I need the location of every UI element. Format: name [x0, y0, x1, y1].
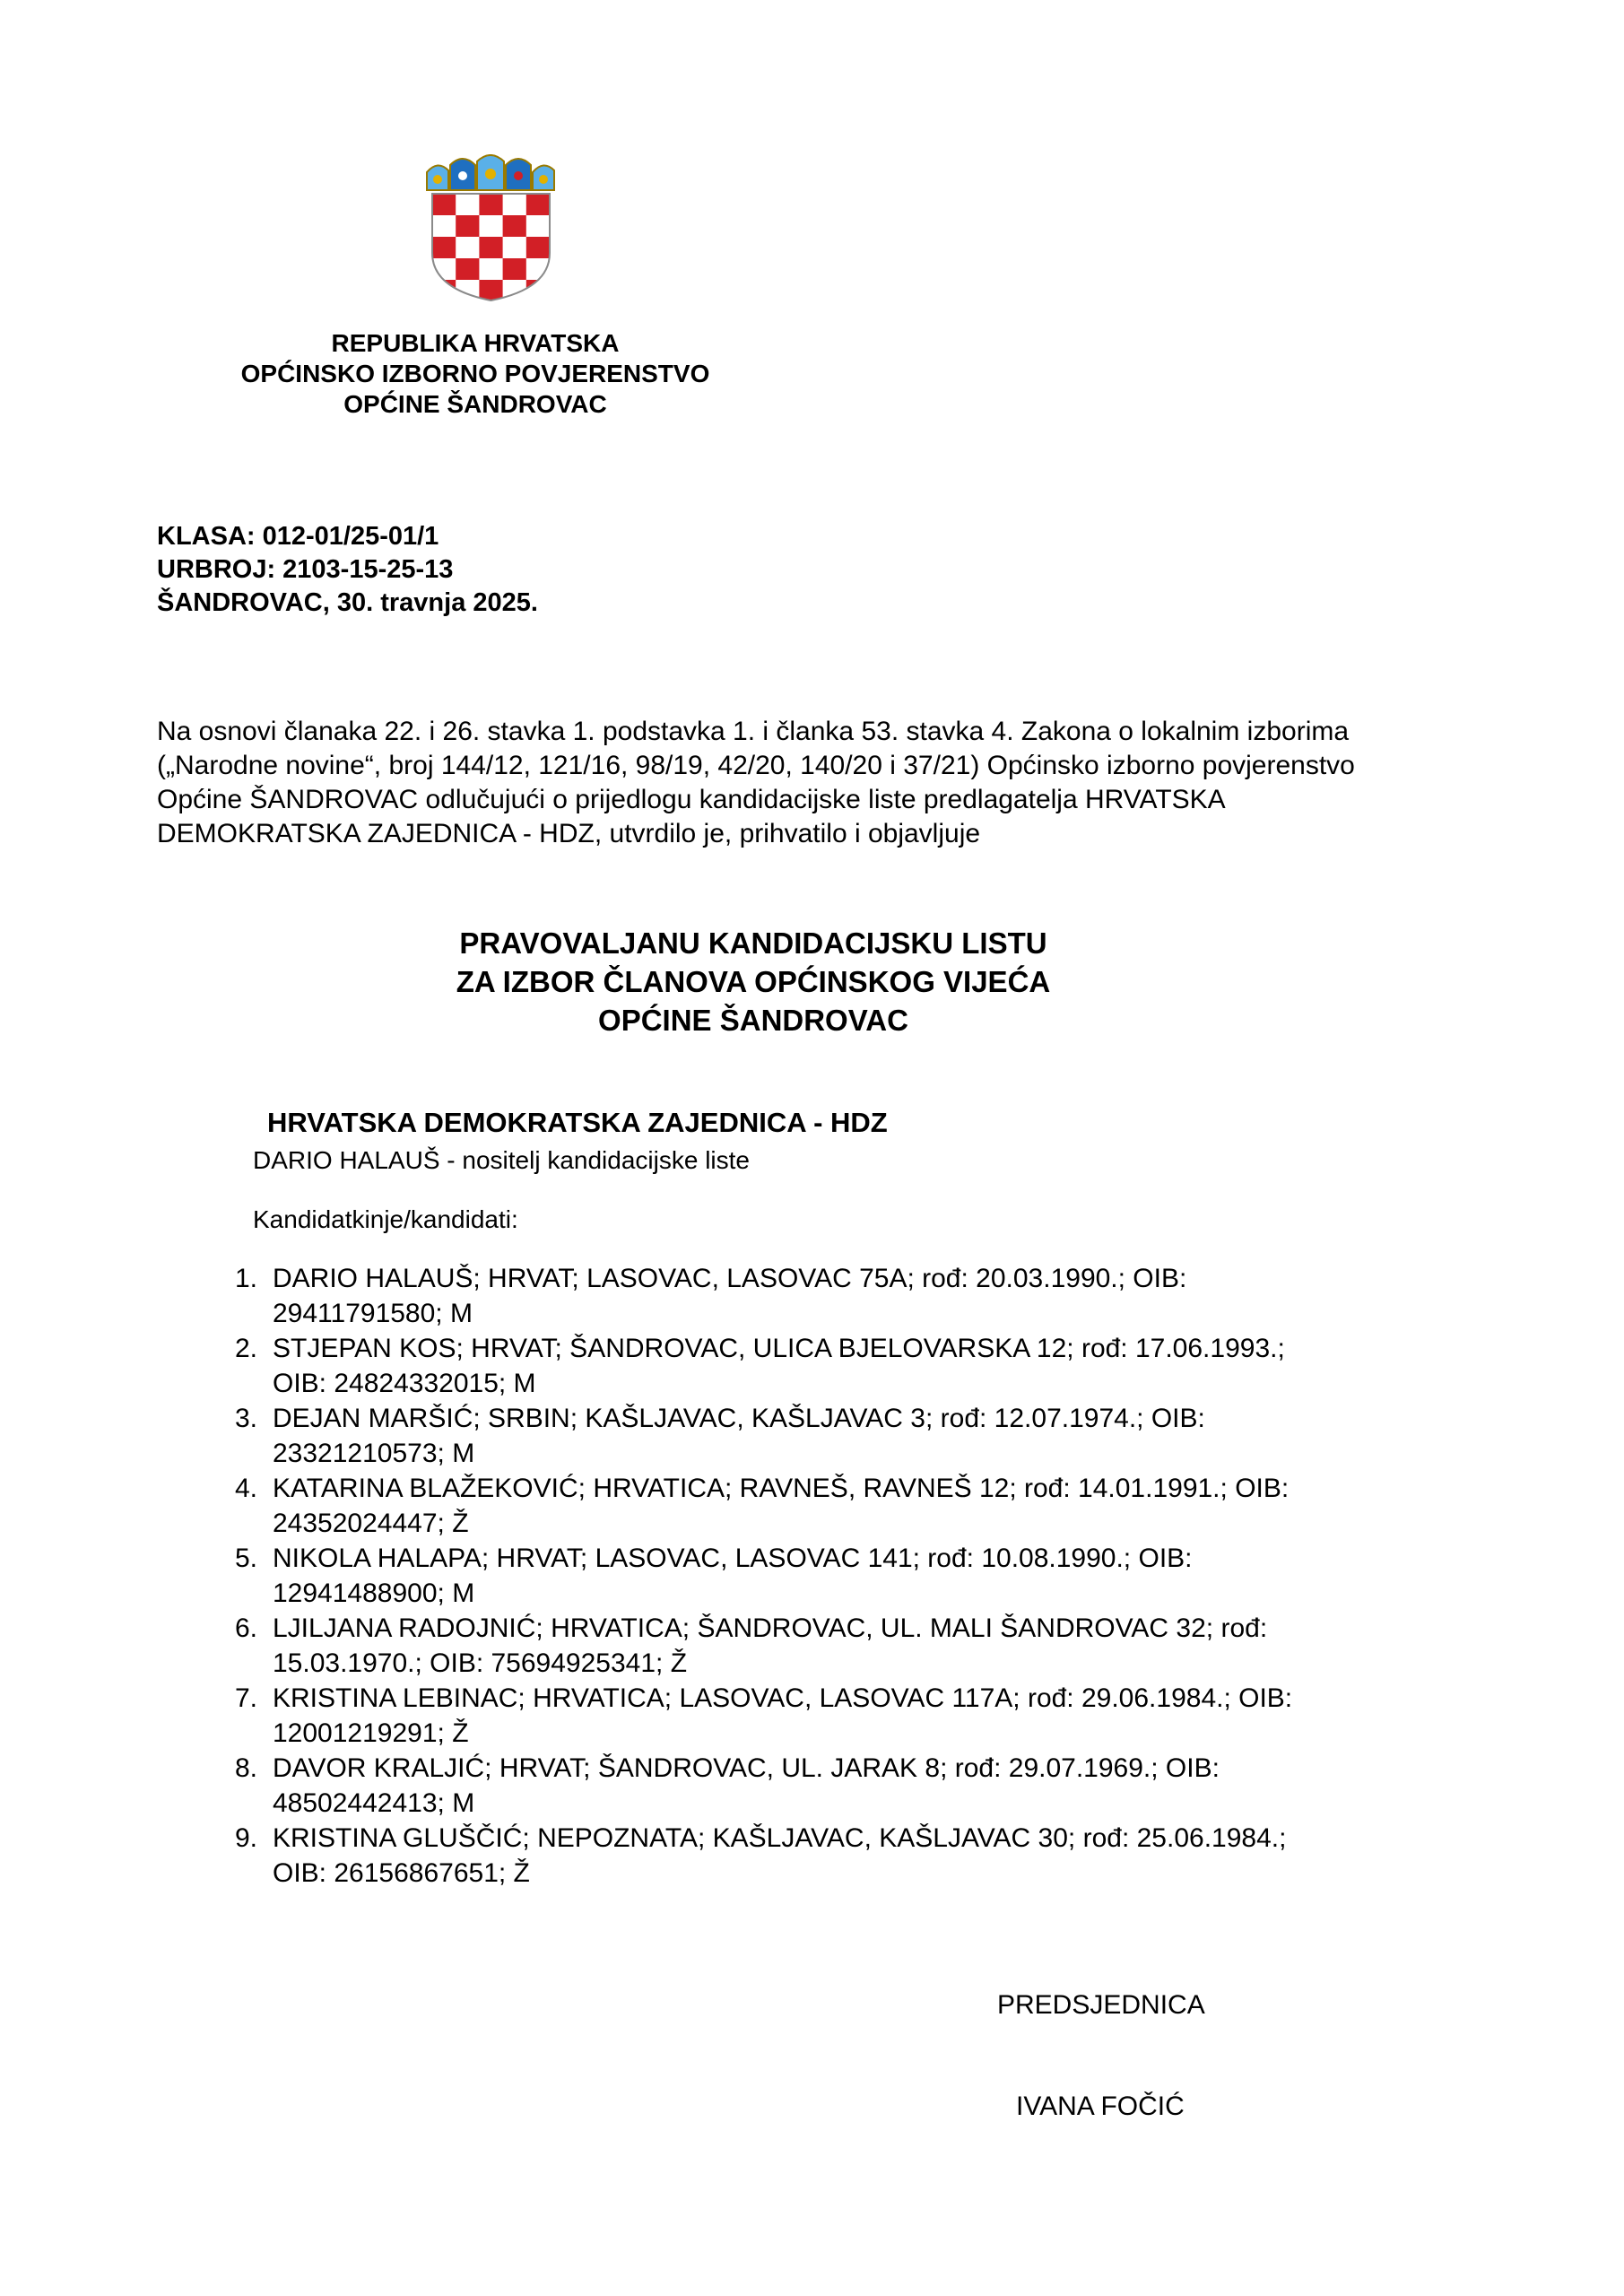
- intro-line: („Narodne novine“, broj 144/12, 121/16, 98/19, 42/20, 140/20 i 37/21) Općinsko izborno povjerenstvo: [157, 751, 1355, 780]
- item-line: 23321210573; M: [273, 1439, 475, 1468]
- header-municipality: OPĆINE ŠANDROVAC: [343, 390, 607, 418]
- intro-line: Općine ŠANDROVAC odlučujući o prijedlogu kandidacijske liste predlagatelja HRVATSKA: [157, 785, 1226, 814]
- document-title: PRAVOVALJANU KANDIDACIJSKU LISTU: [459, 926, 1047, 960]
- item-number: 7.: [235, 1683, 258, 1713]
- item-line: 15.03.1970.; OIB: 75694925341; Ž: [273, 1648, 688, 1678]
- item-line: DAVOR KRALJIĆ; HRVAT; ŠANDROVAC, UL. JARAK 8; rođ: 29.07.1969.; OIB:: [273, 1753, 1220, 1783]
- crown: [427, 155, 554, 190]
- party-name: HRVATSKA DEMOKRATSKA ZAJEDNICA - HDZ: [267, 1107, 888, 1138]
- candidates-label: Kandidatkinje/kandidati:: [253, 1205, 518, 1233]
- list-holder: DARIO HALAUŠ - nositelj kandidacijske liste: [253, 1146, 750, 1174]
- list-item: [235, 1401, 1481, 1471]
- list-item: [235, 1611, 1481, 1681]
- item-line: NIKOLA HALAPA; HRVAT; LASOVAC, LASOVAC 141; rođ: 10.08.1990.; OIB:: [273, 1544, 1193, 1573]
- item-line: KATARINA BLAŽEKOVIĆ; HRVATICA; RAVNEŠ, RAVNEŠ 12; rođ: 14.01.1991.; OIB:: [273, 1474, 1290, 1503]
- item-line: DEJAN MARŠIĆ; SRBIN; KAŠLJAVAC, KAŠLJAVAC 3; rođ: 12.07.1974.; OIB:: [273, 1404, 1205, 1433]
- item-line: OIB: 26156867651; Ž: [273, 1858, 530, 1888]
- header-republic: REPUBLIKA HRVATSKA: [331, 329, 620, 357]
- urbroj: URBROJ: 2103-15-25-13: [157, 555, 454, 584]
- list-item: [235, 1681, 1481, 1751]
- item-number: 1.: [235, 1264, 258, 1293]
- item-line: 24352024447; Ž: [273, 1509, 469, 1538]
- item-line: OIB: 24824332015; M: [273, 1369, 536, 1398]
- item-line: LJILJANA RADOJNIĆ; HRVATICA; ŠANDROVAC, UL. MALI ŠANDROVAC 32; rođ:: [273, 1613, 1268, 1643]
- item-number: 3.: [235, 1404, 258, 1433]
- item-line: 12001219291; Ž: [273, 1718, 469, 1748]
- item-line: DARIO HALAUŠ; HRVAT; LASOVAC, LASOVAC 75A; rođ: 20.03.1990.; OIB:: [273, 1264, 1187, 1293]
- list-item: [235, 1471, 1481, 1541]
- list-item: [235, 1541, 1481, 1611]
- intro-line: Na osnovi članaka 22. i 26. stavka 1. podstavka 1. i članka 53. stavka 4. Zakona o lokalnim izborima: [157, 717, 1350, 746]
- list-item: [235, 1821, 1481, 1891]
- intro-paragraph: [157, 715, 1480, 851]
- signature-name: IVANA FOČIĆ: [1016, 2092, 1185, 2121]
- list-item: [235, 1331, 1481, 1401]
- intro-line: DEMOKRATSKA ZAJEDNICA - HDZ, utvrdilo je, prihvatilo i objavljuje: [157, 819, 981, 848]
- list-item: [235, 1751, 1481, 1821]
- item-line: KRISTINA GLUŠČIĆ; NEPOZNATA; KAŠLJAVAC, KAŠLJAVAC 30; rođ: 25.06.1984.;: [273, 1823, 1287, 1853]
- item-line: 29411791580; M: [273, 1299, 473, 1328]
- item-number: 8.: [235, 1753, 258, 1783]
- item-number: 5.: [235, 1544, 258, 1573]
- item-number: 6.: [235, 1613, 258, 1643]
- klasa: KLASA: 012-01/25-01/1: [157, 522, 439, 551]
- item-line: 12941488900; M: [273, 1578, 475, 1608]
- candidate-list: [235, 1261, 1481, 1891]
- item-number: 9.: [235, 1823, 258, 1853]
- header-commission: OPĆINSKO IZBORNO POVJERENSTVO: [240, 360, 710, 387]
- signature-role: PREDSJEDNICA: [997, 1990, 1205, 2020]
- item-number: 2.: [235, 1334, 258, 1363]
- item-line: STJEPAN KOS; HRVAT; ŠANDROVAC, ULICA BJELOVARSKA 12; rođ: 17.06.1993.;: [273, 1334, 1285, 1363]
- item-number: 4.: [235, 1474, 258, 1503]
- document-title: ZA IZBOR ČLANOVA OPĆINSKOG VIJEĆA: [456, 965, 1051, 998]
- item-line: 48502442413; M: [273, 1788, 475, 1818]
- item-line: KRISTINA LEBINAC; HRVATICA; LASOVAC, LASOVAC 117A; rođ: 29.06.1984.; OIB:: [273, 1683, 1293, 1713]
- coat-of-arms-icon: [421, 154, 560, 302]
- place-date: ŠANDROVAC, 30. travnja 2025.: [157, 588, 538, 617]
- document-title: OPĆINE ŠANDROVAC: [598, 1004, 908, 1037]
- list-item: [235, 1261, 1481, 1331]
